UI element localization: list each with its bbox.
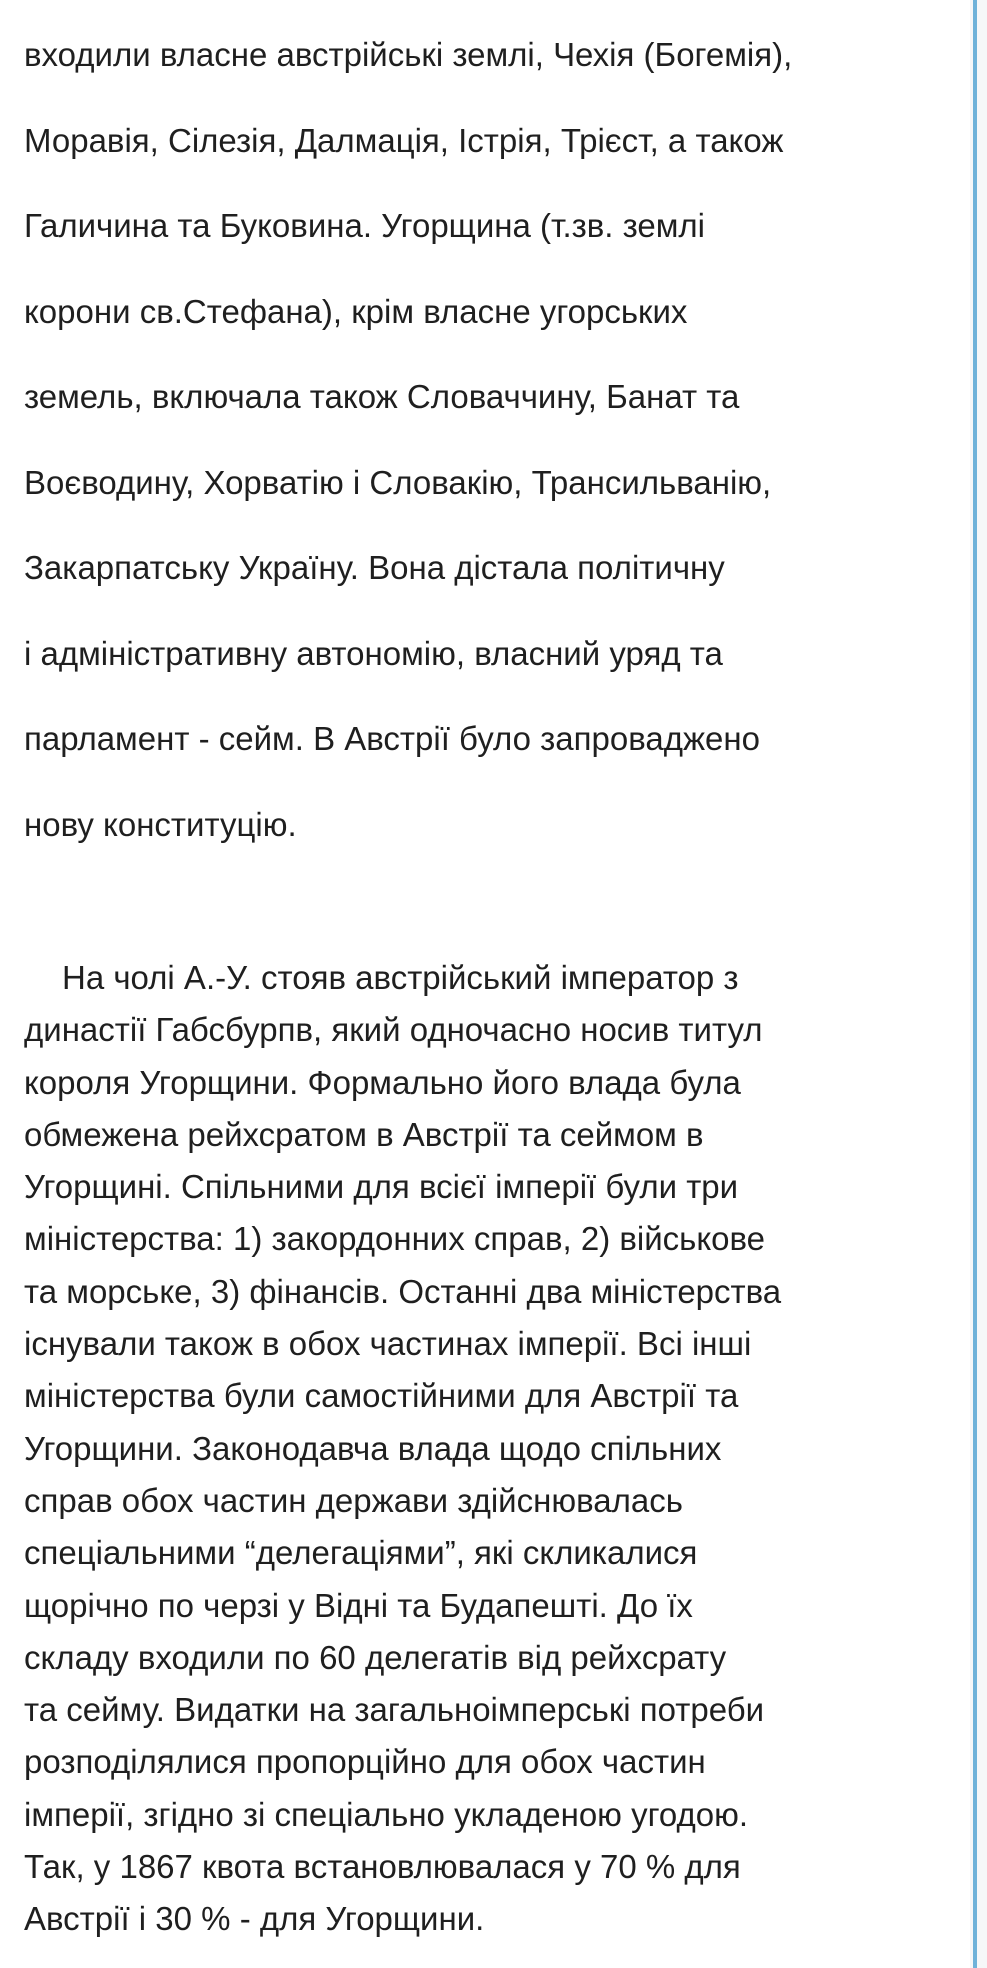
text-line-content: На чолі А.-У. стояв австрійський імператор з xyxy=(62,959,739,996)
text-line: Моравія, Сілезія, Далмація, Істрія, Трієст, а також xyxy=(24,121,784,159)
paragraph-one xyxy=(24,12,964,867)
text-line: справ обох частин держави здійснювалась xyxy=(24,1481,683,1519)
text-line: міністерства: 1) закордонних справ, 2) військове xyxy=(24,1220,766,1258)
text-line: парламент - сейм. В Австрії було запроваджено xyxy=(24,720,760,757)
text-line: Угорщині. Спільними для всієї імперії були три xyxy=(24,1168,739,1206)
text-line: Так, у 1867 квота встановлювалася у 70 % для xyxy=(24,1848,741,1886)
text-line: та морське, 3) фінансів. Останні два міністерства xyxy=(24,1272,782,1310)
text-line: складу входили по 60 делегатів від рейхсрату xyxy=(24,1638,727,1676)
text-line: короля Угорщини. Формально його влада була xyxy=(24,1063,741,1101)
text-line: існували також в обох частинах імперії. Всі інші xyxy=(24,1325,752,1363)
text-line: корони св.Стефана), крім власне угорських xyxy=(24,292,688,330)
text-line: обмежена рейхсратом в Австрії та сеймом в xyxy=(24,1115,704,1153)
text-line: міністерства були самостійними для Австрії та xyxy=(24,1377,739,1415)
text-line: імперії, згідно зі спеціально укладеною угодою. xyxy=(24,1795,749,1833)
text-line: династії Габсбурпв, який одночасно носив титул xyxy=(24,1011,763,1049)
text-line: входили власне австрійські землі, Чехія (Богемія), xyxy=(24,36,793,73)
paragraph-two xyxy=(24,952,964,1946)
text-line: розподілялися пропорційно для обох частин xyxy=(24,1743,706,1781)
text-line: Закарпатську Україну. Вона дістала політичну xyxy=(24,549,725,586)
text-line: спеціальними “делегаціями”, які скликалися xyxy=(24,1534,698,1572)
text-line: Галичина та Буковина. Угорщина (т.зв. землі xyxy=(24,207,705,244)
text-line xyxy=(24,952,964,1004)
scroll-indicator[interactable] xyxy=(973,0,977,1968)
text-line: та сейму. Видатки на загальноімперські потреби xyxy=(24,1691,765,1729)
text-line: Воєводину, Хорватію і Словакію, Трансильванію, xyxy=(24,463,772,501)
text-line: Австрії і 30 % - для Угорщини. xyxy=(24,1900,485,1938)
text-line: щорічно по черзі у Відні та Будапешті. До їх xyxy=(24,1586,693,1624)
text-line: Угорщини. Законодавча влада щодо спільних xyxy=(24,1429,722,1467)
text-line: нову конституцію. xyxy=(24,805,297,843)
text-line: земель, включала також Словаччину, Банат та xyxy=(24,378,740,415)
text-line: і адміністративну автономію, власний уряд та xyxy=(24,634,723,672)
